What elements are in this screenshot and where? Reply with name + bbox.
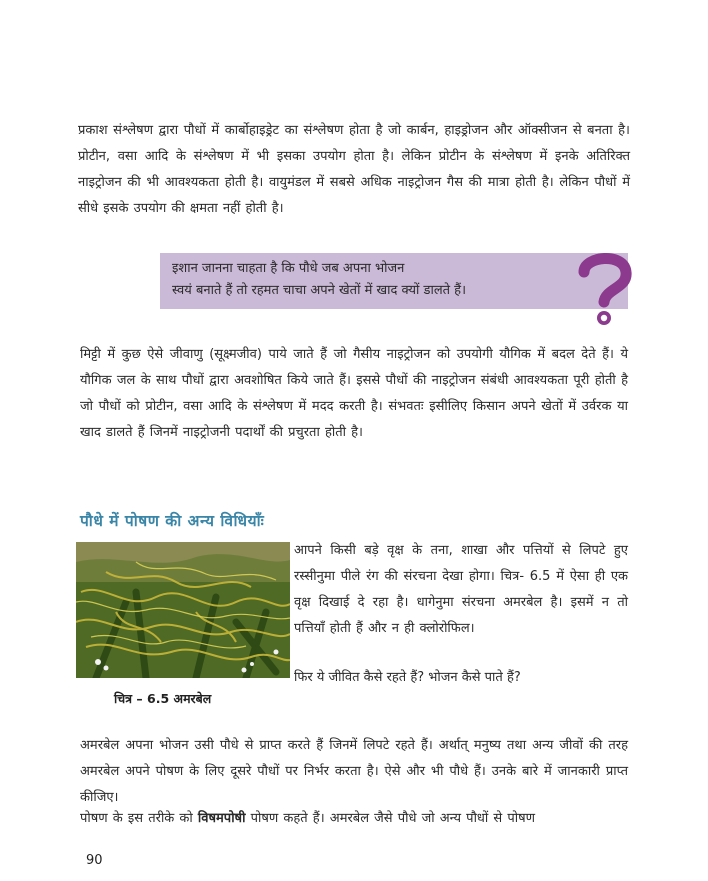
- heterotroph-paragraph: [80, 806, 640, 832]
- amarbel-photo: [76, 542, 290, 678]
- amarbel-question: फिर ये जीवित कैसे रहते हैं? भोजन कैसे पाते हैं?: [294, 670, 521, 685]
- callout-line-2: स्वयं बनाते हैं तो रहमत चाचा अपने खेतों में खाद क्यों डालते हैं।: [172, 283, 467, 298]
- heterotroph-text-after: पोषण कहते हैं। अमरबेल जैसे पौधे जो अन्य पौधों से पोषण: [245, 811, 536, 826]
- heterotroph-term: विषमपोषी: [197, 811, 246, 826]
- nitrogen-paragraph: मिट्टी में कुछ ऐसे जीवाणु (सूक्ष्मजीव) पाये जाते हैं जो गैसीय नाइट्रोजन को उपयोगी यौगिक में बदल देते हैं। ये यौगिक जल के साथ पौधों द्वारा अवशोषित किये जाते हैं। इससे पौधों की नाइट्रोजन संबंधी आवश्यकता पूरी होती है जो पौधों को प्रोटीन, वसा आदि के संश्लेषण में मदद करती है। संभवतः इसीलिए किसान अपने खेतों में उर्वरक या खाद डालते हैं जिनमें नाइट्रोजनी पदार्थों की प्रचुरता होती है।: [80, 347, 628, 440]
- intro-paragraph: प्रकाश संश्लेषण द्वारा पौधों में कार्बोहाइड्रेट का संश्लेषण होता है जो कार्बन, हाइड्रोजन और ऑक्सीजन से बनता है। प्रोटीन, वसा आदि के संश्लेषण में भी इसका उपयोग होता है। लेकिन प्रोटीन के संश्लेषण में इनके अतिरिक्त नाइट्रोजन की भी आवश्यकता होती है। वायुमंडल में सबसे अधिक नाइट्रोजन गैस की मात्रा होती है। लेकिन पौधों में सीधे इसके उपयोग की क्षमता नहीं होती है।: [78, 123, 630, 216]
- heterotroph-text-before: पोषण के इस तरीके को: [80, 811, 198, 826]
- amarbel-food-paragraph: अमरबेल अपना भोजन उसी पौधे से प्राप्त करते हैं जिनमें लिपटे रहते हैं। अर्थात् मनुष्य तथा अन्य जीवों की तरह अमरबेल अपने पोषण के लिए दूसरे पौधों पर निर्भर करता है। ऐसे और भी पौधे हैं। उनके बारे में जानकारी प्राप्त कीजिए।: [80, 738, 628, 805]
- question-mark-icon: [574, 250, 634, 328]
- section-heading: पौधे में पोषण की अन्य विधियाँः: [80, 512, 265, 530]
- figure-caption: चित्र – 6.5 अमरबेल: [114, 691, 212, 706]
- question-callout: [160, 253, 628, 309]
- amarbel-description: आपने किसी बड़े वृक्ष के तना, शाखा और पत्तियों से लिपटे हुए रस्सीनुमा पीले रंग की संरचना देखा होगा। चित्र- 6.5 में ऐसा ही एक वृक्ष दिखाई दे रहा है। धागेनुमा संरचना अमरबेल है। इसमें न तो पत्तियाँ होती हैं और न ही क्लोरोफिल।: [294, 543, 628, 636]
- callout-line-1: इशान जानना चाहता है कि पौधे जब अपना भोजन: [172, 261, 405, 276]
- callout-text: [172, 258, 582, 302]
- page-number: 90: [86, 853, 103, 868]
